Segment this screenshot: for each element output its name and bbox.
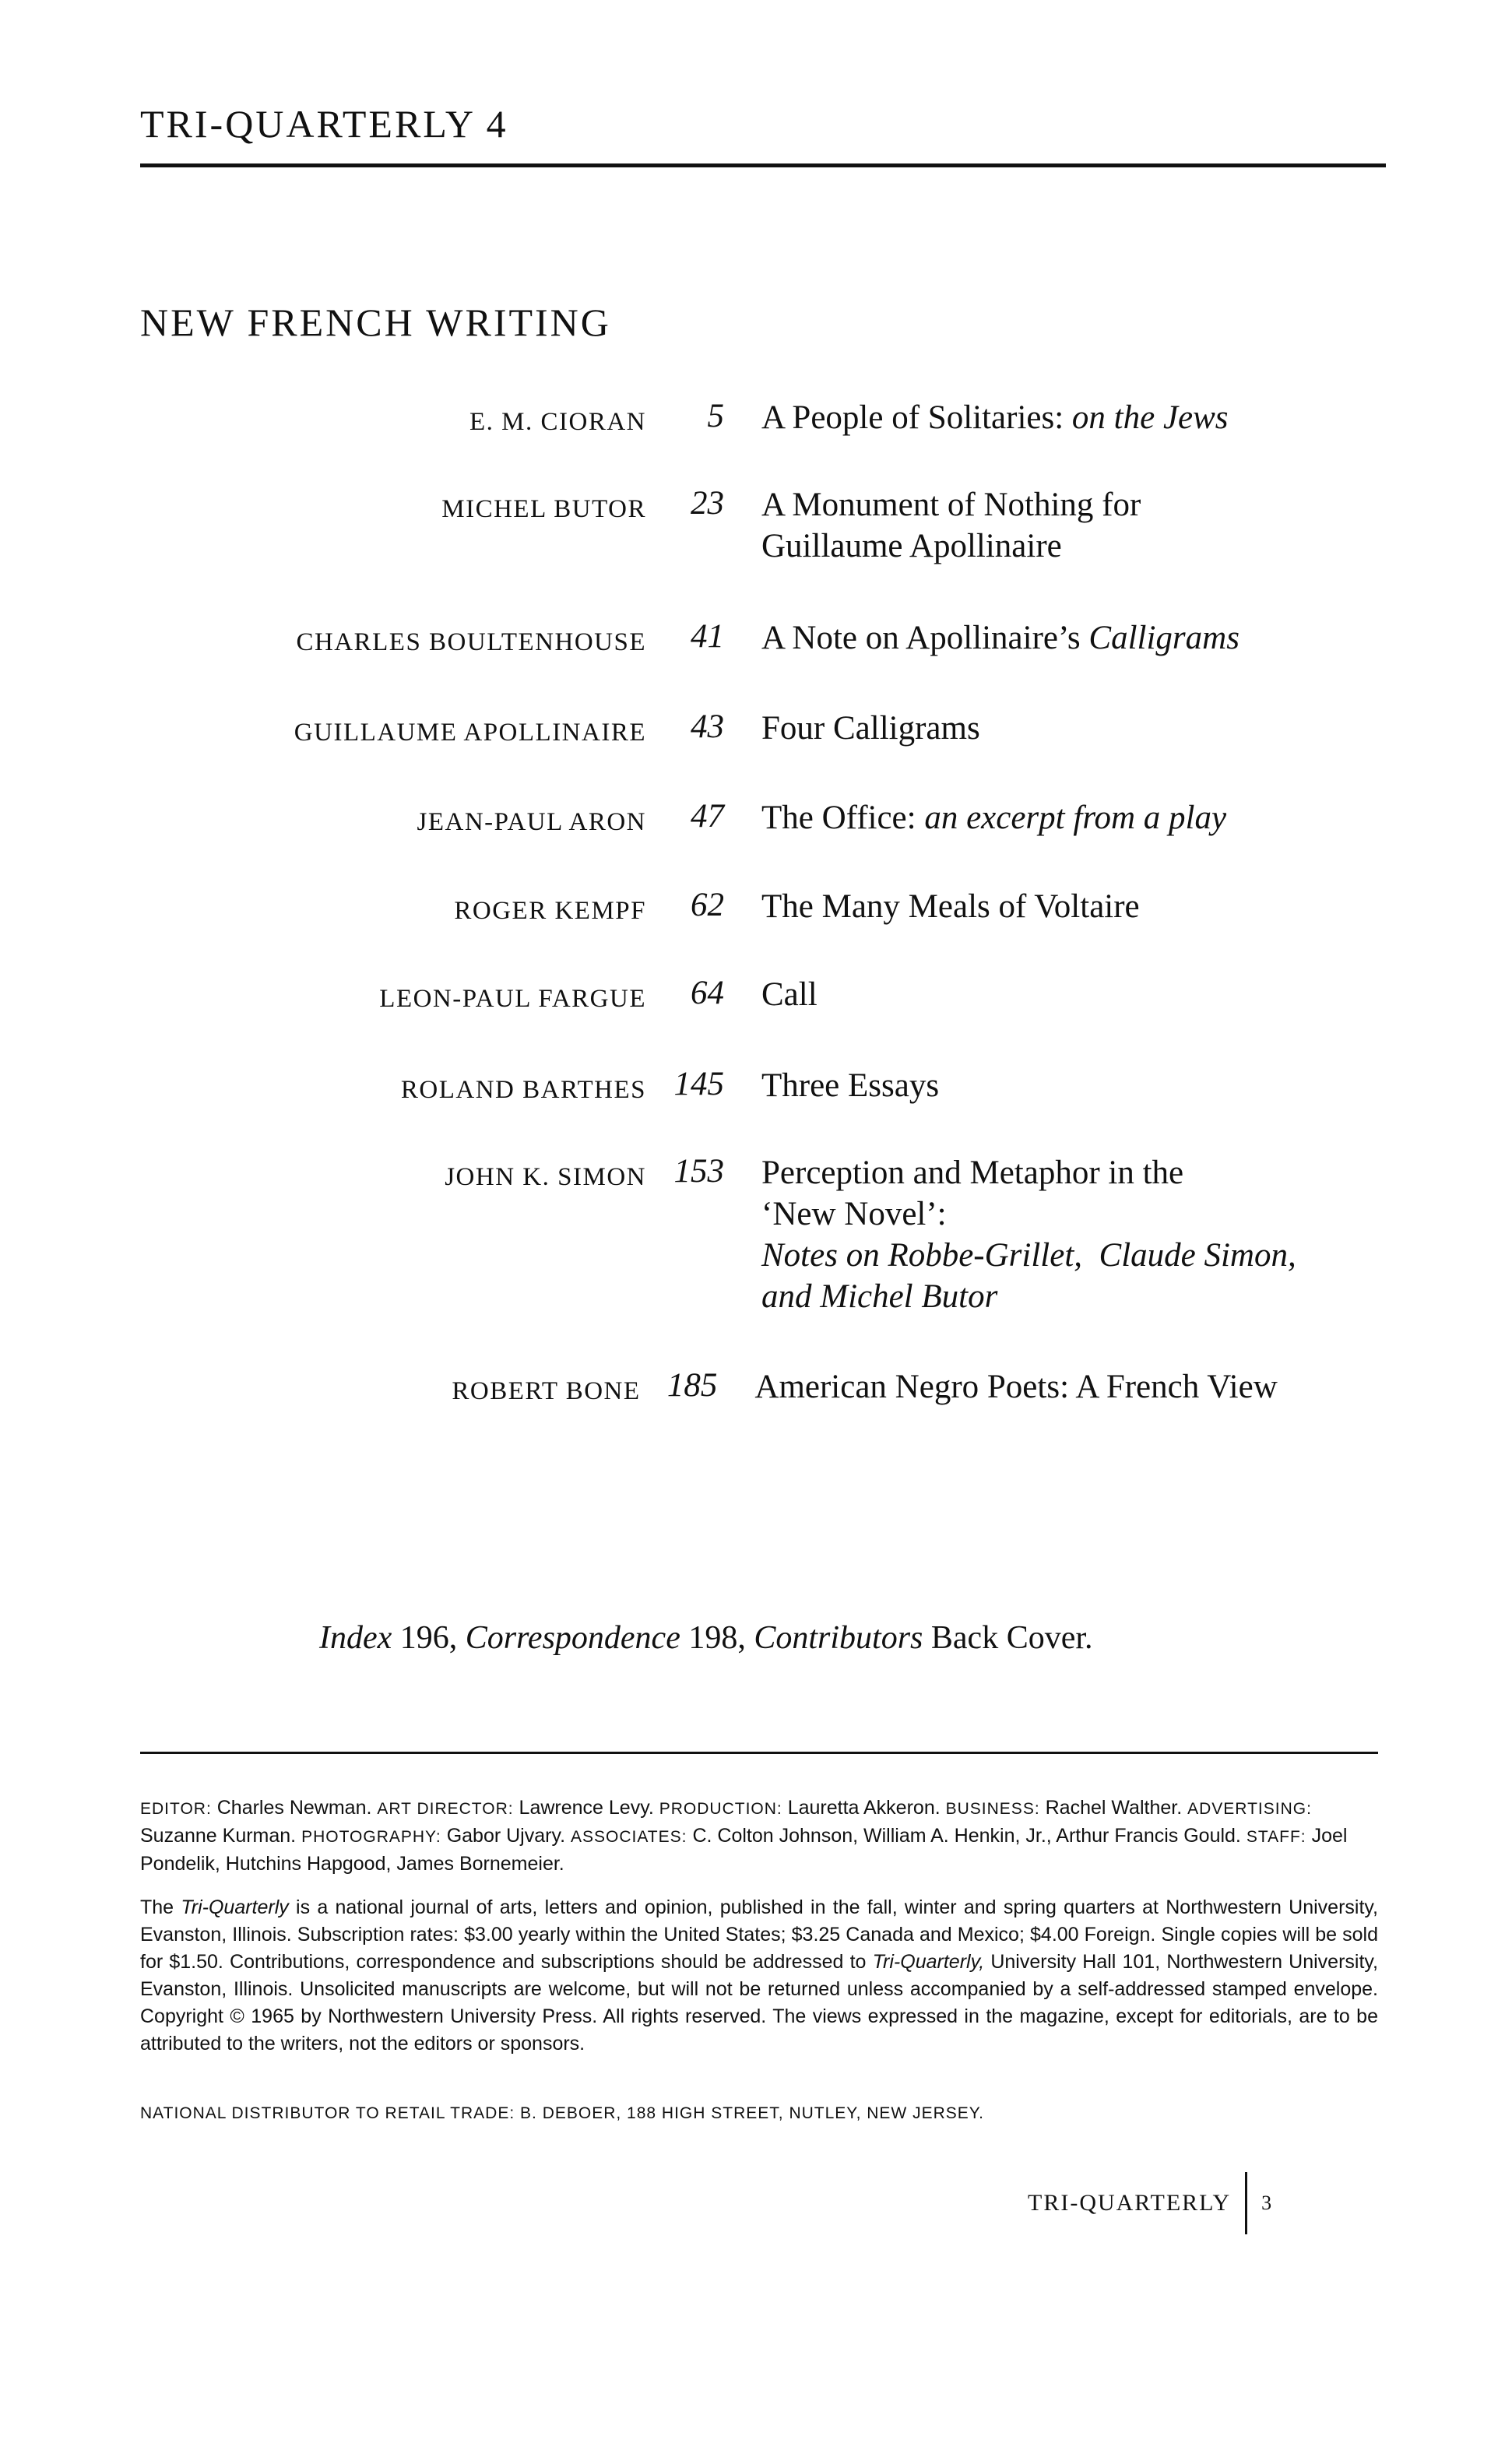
toc-entry (140, 1152, 1386, 1366)
credit-label: ART DIRECTOR: (377, 1800, 514, 1818)
notice-text: University Hall 101, Northwestern University, Evanston, Illinois. Unsolicited manuscripts are welcome, but will not be returned unless accompanied by a self-addressed stamped envelope. Copyright © 1965 by Northwestern University Press. All rights reserved. The views expressed in the magazine, except for editorials, are to be attributed to the writers, not the editors or sponsors. (140, 1951, 1379, 2055)
toc-title (761, 797, 1384, 838)
credit-label: PRODUCTION: (659, 1800, 782, 1818)
table-of-contents (140, 397, 1386, 1429)
toc-author: ROGER KEMPF (454, 897, 646, 925)
toc-title-line: A Monument of Nothing for (761, 487, 1141, 523)
toc-page-number: 41 (691, 618, 724, 655)
header-rule (140, 163, 1386, 167)
toc-author: LEON-PAUL FARGUE (379, 985, 646, 1013)
credit-label: STAFF: (1246, 1828, 1306, 1846)
toc-author: E. M. CIORAN (469, 408, 646, 436)
toc-title (761, 1152, 1384, 1317)
credit-value: Lawrence Levy. (519, 1797, 654, 1819)
toc-title-subtitle: Calligrams (1088, 620, 1239, 656)
toc-title-line: ‘New Novel’: (761, 1196, 947, 1232)
toc-entry (140, 797, 1386, 886)
toc-entry (140, 1065, 1386, 1152)
credit-label: ASSOCIATES: (571, 1828, 687, 1846)
toc-title-subtitle: on the Jews (1071, 399, 1229, 436)
folio-divider (1245, 2172, 1247, 2234)
folio-page-number: 3 (1261, 2192, 1272, 2214)
toc-page-number: 64 (691, 975, 724, 1011)
publication-notice (140, 1894, 1378, 2058)
folio-title: TRI-QUARTERLY (1028, 2190, 1232, 2216)
toc-author: ROBERT BONE (452, 1377, 641, 1405)
toc-title (761, 484, 1384, 567)
toc-title-subtitle-line: Notes on Robbe-Grillet, Claude Simon, (761, 1237, 1296, 1274)
journal-name: Tri-Quarterly (181, 1896, 289, 1918)
toc-author: GUILLAUME APOLLINAIRE (294, 719, 646, 747)
toc-author: MICHEL BUTOR (441, 495, 646, 523)
credit-value: Suzanne Kurman. (140, 1825, 297, 1847)
credit-label: PHOTOGRAPHY: (301, 1828, 441, 1846)
notice-text: is a national journal of arts, letters and opinion, published in the fall, winter and spring quarters at Northwestern University, Evanston, Illinois. Subscription rates: $3.00 yearly within the United States; $3.25 Canada and Mexico; $4.00 Foreign. Single copies will be sold for $1.50. Contributions, correspondence and subscriptions should be addressed to (140, 1896, 1378, 1973)
toc-page-number: 153 (673, 1153, 724, 1190)
toc-page-number: 5 (707, 398, 724, 434)
toc-title-subtitle: an excerpt from a play (924, 800, 1227, 836)
toc-title (761, 617, 1384, 659)
toc-title-line: Guillaume Apollinaire (761, 528, 1062, 564)
toc-entry (140, 974, 1386, 1065)
contributors-label: Contributors (754, 1620, 923, 1656)
contributors-page: Back Cover. (923, 1620, 1093, 1656)
toc-title (761, 397, 1384, 438)
toc-entry (140, 397, 1386, 484)
index-page: 196, (392, 1620, 466, 1656)
toc-title: Call (761, 976, 818, 1013)
toc-title-line: Perception and Metaphor in the (761, 1155, 1184, 1191)
toc-author: JOHN K. SIMON (445, 1163, 646, 1191)
toc-title: Four Calligrams (761, 710, 980, 747)
masthead (140, 101, 1386, 146)
toc-page-number: 47 (691, 798, 724, 835)
toc-author: CHARLES BOULTENHOUSE (296, 628, 646, 656)
toc-title: Three Essays (761, 1067, 940, 1104)
toc-author: JEAN-PAUL ARON (417, 808, 646, 836)
toc-author: ROLAND BARTHES (400, 1076, 646, 1104)
section-title: NEW FRENCH WRITING (140, 301, 611, 344)
toc-page-number: 43 (691, 708, 724, 745)
toc-page-number: 145 (673, 1066, 724, 1102)
credit-value: Gabor Ujvary. (446, 1825, 566, 1847)
correspondence-label: Correspondence (465, 1620, 680, 1656)
toc-title: The Many Meals of Voltaire (761, 888, 1140, 925)
distributor-line: NATIONAL DISTRIBUTOR TO RETAIL TRADE: B. DEBOER, 188 HIGH STREET, NUTLEY, NEW JERSEY. (140, 2104, 984, 2122)
toc-entry (140, 1366, 1386, 1429)
credit-label: EDITOR: (140, 1800, 212, 1818)
credit-value: Charles Newman. (216, 1797, 372, 1819)
toc-page-number: 185 (666, 1367, 718, 1404)
toc-entry (140, 886, 1386, 974)
credit-value: Joel Pondelik, Hutchins Hapgood, James Bornemeier. (140, 1825, 1348, 1875)
correspondence-page: 198, (680, 1620, 754, 1656)
credits-rule (140, 1752, 1378, 1754)
back-matter-index (319, 1619, 1093, 1657)
toc-title-subtitle-line: and Michel Butor (761, 1278, 998, 1315)
credit-value: Lauretta Akkeron. (787, 1797, 941, 1819)
toc-title: American Negro Poets: A French View (754, 1369, 1278, 1405)
credit-value: Rachel Walther. (1045, 1797, 1183, 1819)
credit-label: ADVERTISING: (1187, 1800, 1312, 1818)
magazine-title: TRI-QUARTERLY 4 (140, 102, 508, 146)
toc-entry (140, 708, 1386, 797)
toc-entry (140, 617, 1386, 708)
credit-label: BUSINESS: (945, 1800, 1040, 1818)
toc-entry (140, 484, 1386, 617)
toc-title-text: The Office: (761, 800, 925, 836)
notice-text: The (140, 1896, 181, 1918)
toc-title-text: A People of Solitaries: (761, 399, 1072, 436)
staff-credits (140, 1794, 1378, 1878)
index-label: Index (319, 1620, 392, 1656)
page-folio (1028, 2172, 1271, 2234)
journal-name: Tri-Quarterly, (872, 1951, 985, 1973)
toc-page-number: 23 (691, 485, 724, 522)
credit-value: C. Colton Johnson, William A. Henkin, Jr., Arthur Francis Gould. (692, 1825, 1241, 1847)
toc-page-number: 62 (691, 887, 724, 923)
toc-title-text: A Note on Apollinaire’s (761, 620, 1089, 656)
